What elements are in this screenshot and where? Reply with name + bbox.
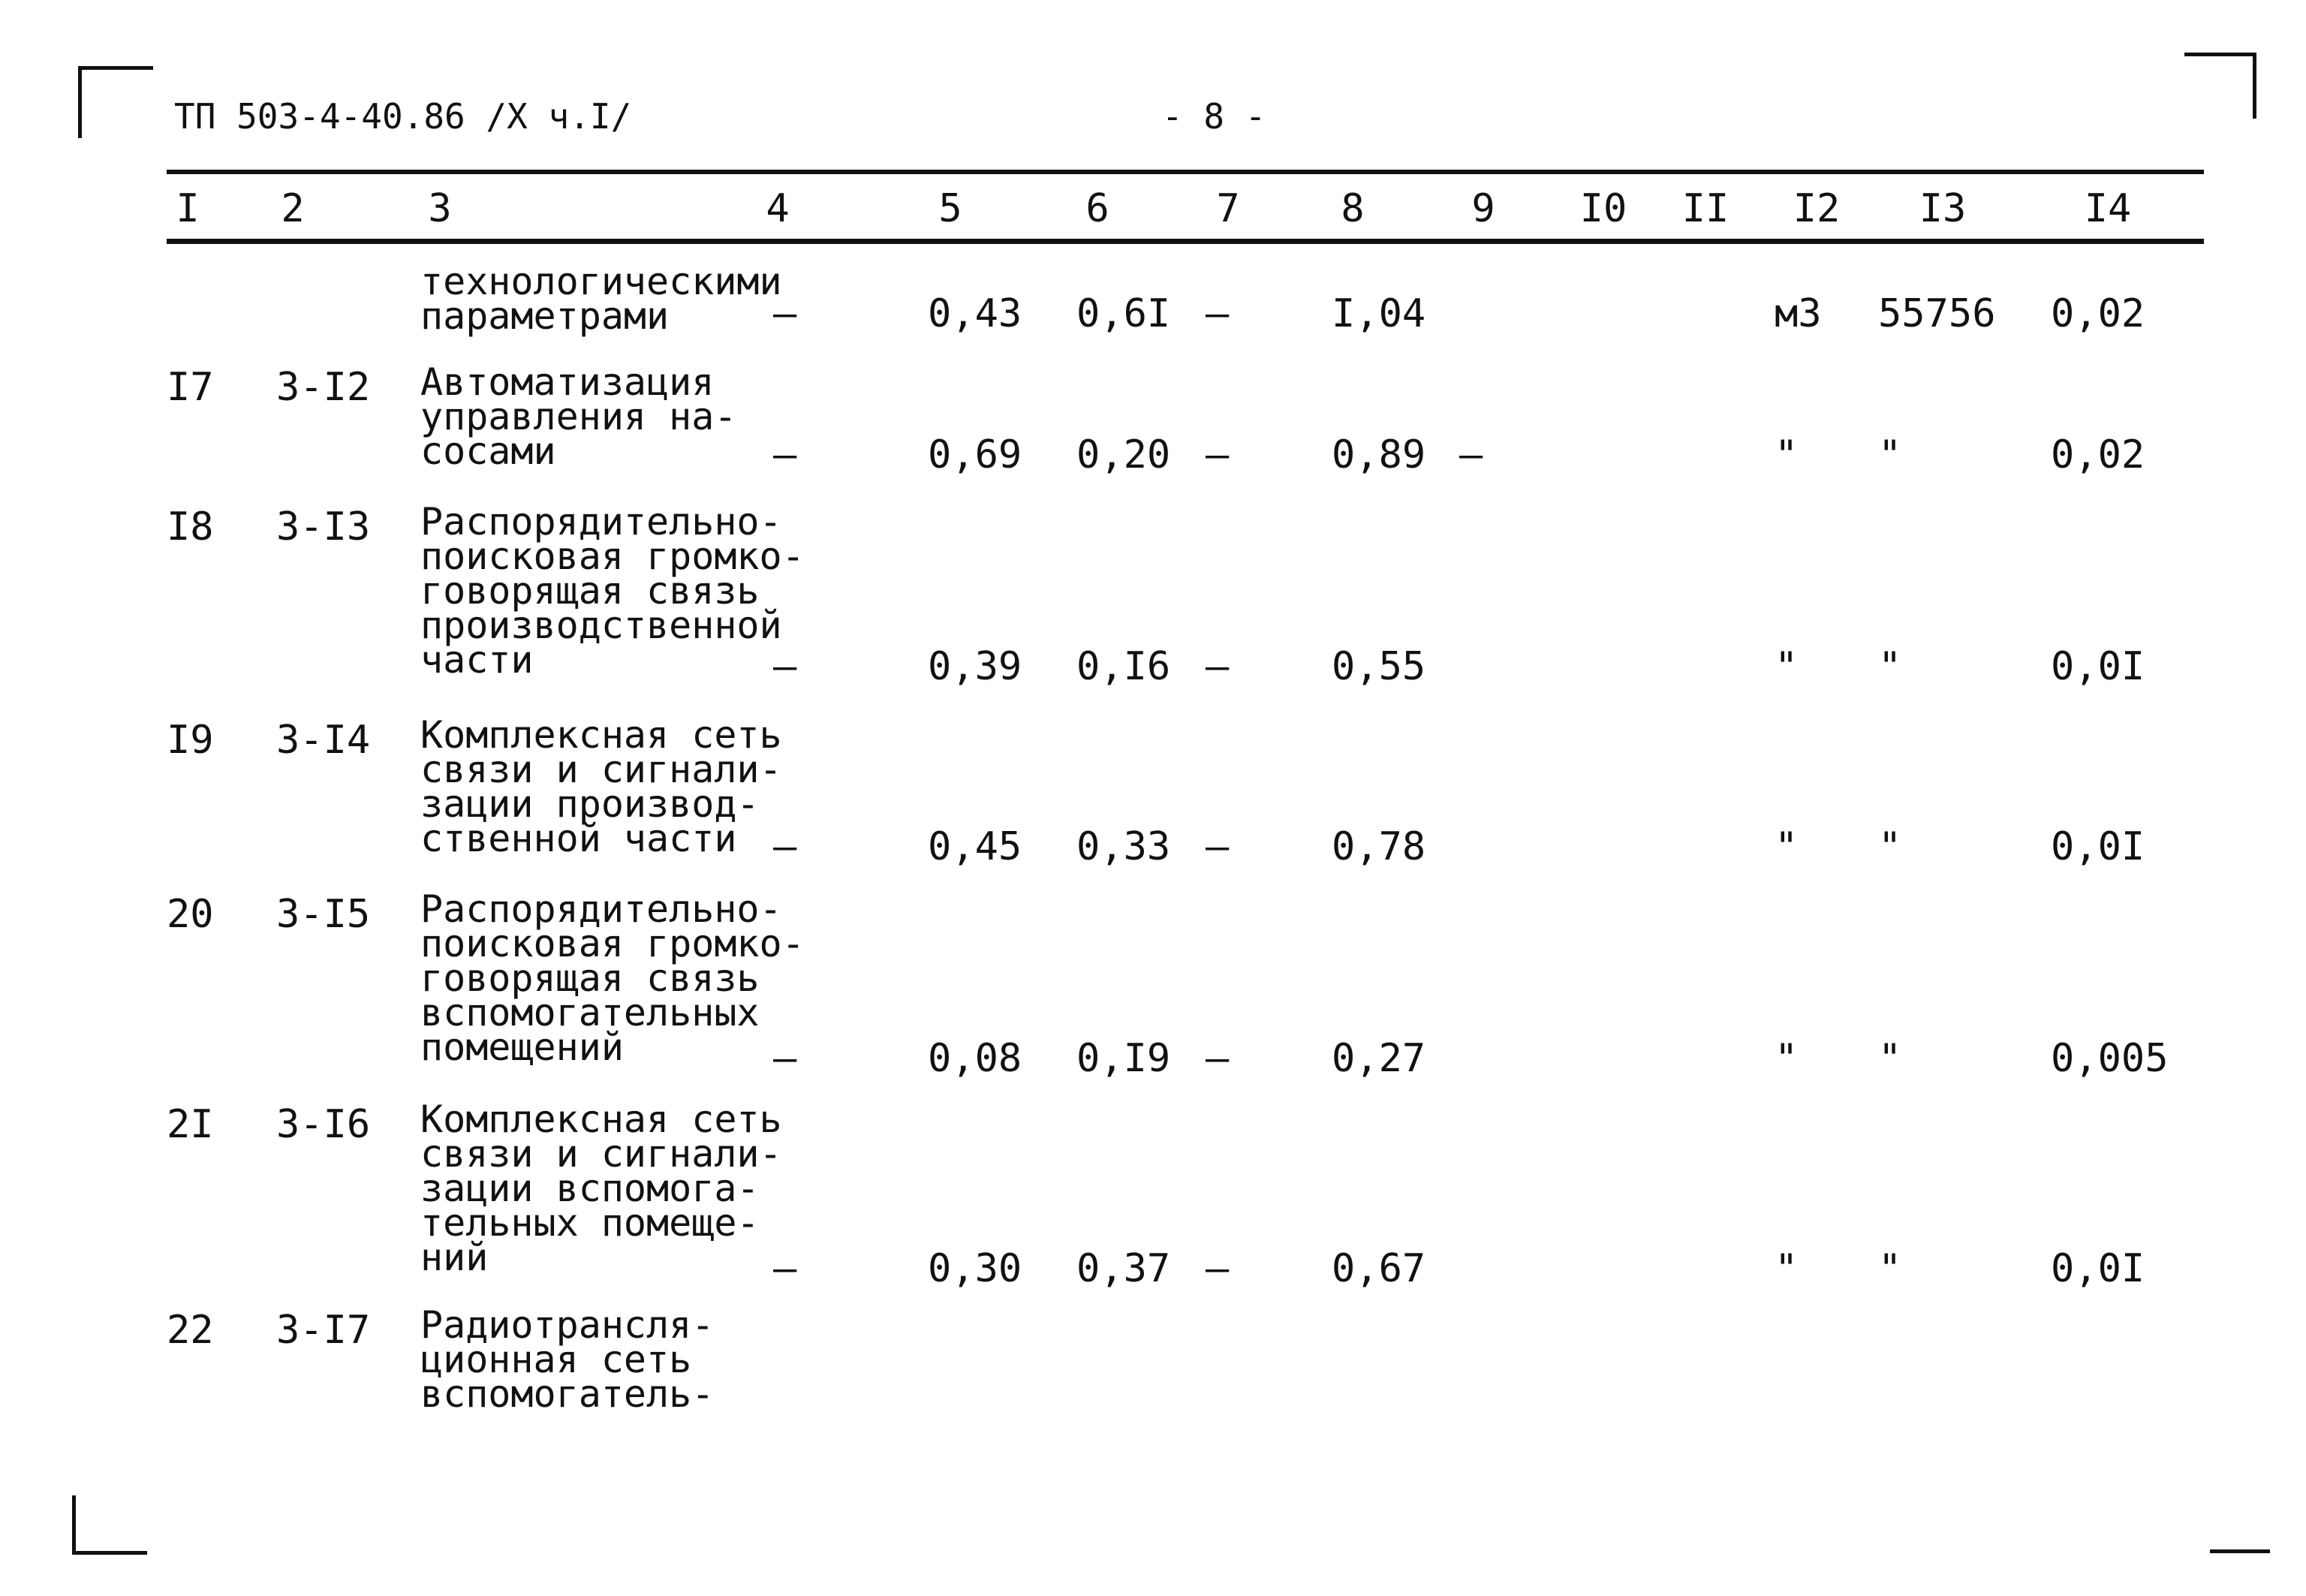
- row-number: I7: [167, 365, 214, 410]
- description-line: Комплексная сеть: [420, 1098, 782, 1141]
- column-number: I4: [2084, 186, 2132, 231]
- cell-col12: ": [1775, 1036, 1799, 1081]
- document-code: ТП 503-4-40.86 /Х ч.I/: [174, 96, 632, 137]
- cell-col14: 0,02: [2051, 291, 2145, 336]
- description-line: ний: [420, 1236, 489, 1279]
- cell-col6: 0,33: [1076, 824, 1171, 869]
- row-code: 3-I3: [276, 504, 371, 550]
- cell-col7: –: [1206, 1036, 1230, 1081]
- description-line: Автоматизация: [420, 360, 715, 404]
- column-number: I3: [1919, 186, 1967, 231]
- row-description: [420, 500, 805, 682]
- cell-col12: ": [1775, 824, 1799, 869]
- cell-col14: 0,02: [2051, 432, 2145, 477]
- cell-col4: –: [773, 644, 797, 689]
- corner-mark-bottom-left: [72, 1495, 76, 1554]
- cell-col7: –: [1206, 291, 1230, 336]
- row-description: [420, 260, 782, 338]
- description-line: Распорядительно-: [420, 500, 782, 544]
- description-line: Комплексная сеть: [420, 713, 782, 757]
- cell-col14: 0,0I: [2051, 1246, 2145, 1291]
- cell-col6: 0,6I: [1076, 291, 1171, 336]
- description-line: ционная сеть: [420, 1338, 692, 1381]
- column-number: 2: [281, 186, 305, 231]
- corner-mark-top-right: [2184, 53, 2256, 56]
- cell-col7: –: [1206, 644, 1230, 689]
- cell-col5: 0,30: [928, 1246, 1022, 1291]
- row-code: 3-I5: [276, 892, 371, 937]
- cell-col12: м3: [1775, 291, 1822, 336]
- description-line: зации вспомога-: [420, 1167, 760, 1210]
- column-number: 8: [1341, 186, 1365, 231]
- description-line: Радиотрансля-: [420, 1303, 715, 1347]
- description-line: управления на-: [420, 395, 737, 438]
- cell-col14: 0,005: [2051, 1036, 2169, 1081]
- row-code: 3-I6: [276, 1102, 371, 1147]
- cell-col9: –: [1459, 432, 1483, 477]
- cell-col8: 0,67: [1332, 1246, 1426, 1291]
- description-line: части: [420, 638, 534, 682]
- row-description: [420, 713, 782, 860]
- cell-col4: –: [773, 1036, 797, 1081]
- cell-col7: –: [1206, 824, 1230, 869]
- cell-col5: 0,69: [928, 432, 1022, 477]
- description-line: Распорядительно-: [420, 887, 782, 931]
- description-line: вспомогательных: [420, 991, 760, 1034]
- table-top-rule: [167, 170, 2204, 174]
- row-description: [420, 1303, 715, 1416]
- row-number: I9: [167, 718, 214, 763]
- cell-col14: 0,0I: [2051, 644, 2145, 689]
- cell-col6: 0,20: [1076, 432, 1171, 477]
- description-line: ственной части: [420, 817, 737, 860]
- cell-col12: ": [1775, 644, 1799, 689]
- cell-col5: 0,43: [928, 291, 1022, 336]
- page-number: - 8 -: [1162, 96, 1266, 137]
- row-number: 20: [167, 892, 214, 937]
- cell-col13: ": [1878, 1036, 1902, 1081]
- cell-col7: –: [1206, 432, 1230, 477]
- description-line: зации производ-: [420, 782, 760, 826]
- cell-col5: 0,08: [928, 1036, 1022, 1081]
- row-description: [420, 887, 805, 1069]
- column-number: 3: [428, 186, 452, 231]
- cell-col4: –: [773, 432, 797, 477]
- description-line: сосами: [420, 429, 556, 473]
- cell-col13: ": [1878, 824, 1902, 869]
- cell-col13: ": [1878, 644, 1902, 689]
- column-number: I: [176, 186, 200, 231]
- row-code: 3-I7: [276, 1308, 371, 1353]
- cell-col6: 0,37: [1076, 1246, 1171, 1291]
- row-number: I8: [167, 504, 214, 550]
- cell-col4: –: [773, 824, 797, 869]
- description-line: связи и сигнали-: [420, 1132, 782, 1176]
- column-number: II: [1681, 186, 1730, 231]
- description-line: параметрами: [420, 294, 670, 338]
- cell-col14: 0,0I: [2051, 824, 2145, 869]
- corner-mark-top-left: [78, 66, 153, 70]
- row-description: [420, 1098, 782, 1279]
- description-line: поисковая громко-: [420, 922, 805, 965]
- description-line: тельных помеще-: [420, 1201, 760, 1245]
- cell-col5: 0,45: [928, 824, 1022, 869]
- cell-col13: ": [1878, 432, 1902, 477]
- row-number: 2I: [167, 1102, 214, 1147]
- row-description: [420, 360, 737, 473]
- cell-col4: –: [773, 291, 797, 336]
- description-line: поисковая громко-: [420, 535, 805, 578]
- description-line: говорящая связь: [420, 956, 760, 1000]
- cell-col13: 55756: [1878, 291, 1996, 336]
- cell-col8: 0,78: [1332, 824, 1426, 869]
- corner-mark-top-right: [2253, 53, 2256, 119]
- column-number: 6: [1085, 186, 1109, 231]
- cell-col8: 0,27: [1332, 1036, 1426, 1081]
- cell-col8: I,04: [1332, 291, 1426, 336]
- cell-col6: 0,I9: [1076, 1036, 1171, 1081]
- description-line: связи и сигнали-: [420, 748, 782, 791]
- cell-col8: 0,55: [1332, 644, 1426, 689]
- corner-mark-bottom-left: [72, 1551, 147, 1555]
- column-number: 7: [1216, 186, 1240, 231]
- cell-col7: –: [1206, 1246, 1230, 1291]
- description-line: вспомогатель-: [420, 1372, 715, 1416]
- cell-col8: 0,89: [1332, 432, 1426, 477]
- description-line: помещений: [420, 1025, 624, 1069]
- row-number: 22: [167, 1308, 214, 1353]
- description-line: технологическими: [420, 260, 782, 303]
- table-header-rule: [167, 239, 2204, 244]
- cell-col6: 0,I6: [1076, 644, 1171, 689]
- column-number: I0: [1579, 186, 1627, 231]
- corner-mark-top-left: [78, 66, 82, 138]
- cell-col12: ": [1775, 1246, 1799, 1291]
- row-code: 3-I2: [276, 365, 371, 410]
- column-number: 9: [1471, 186, 1495, 231]
- description-line: говорящая связь: [420, 569, 760, 613]
- cell-col12: ": [1775, 432, 1799, 477]
- row-code: 3-I4: [276, 718, 371, 763]
- cell-col5: 0,39: [928, 644, 1022, 689]
- corner-mark-bottom-right: [2210, 1549, 2270, 1553]
- description-line: производственной: [420, 604, 782, 647]
- column-number: 4: [766, 186, 790, 231]
- cell-col13: ": [1878, 1246, 1902, 1291]
- column-number: 5: [938, 186, 962, 231]
- cell-col4: –: [773, 1246, 797, 1291]
- column-number: I2: [1793, 186, 1841, 231]
